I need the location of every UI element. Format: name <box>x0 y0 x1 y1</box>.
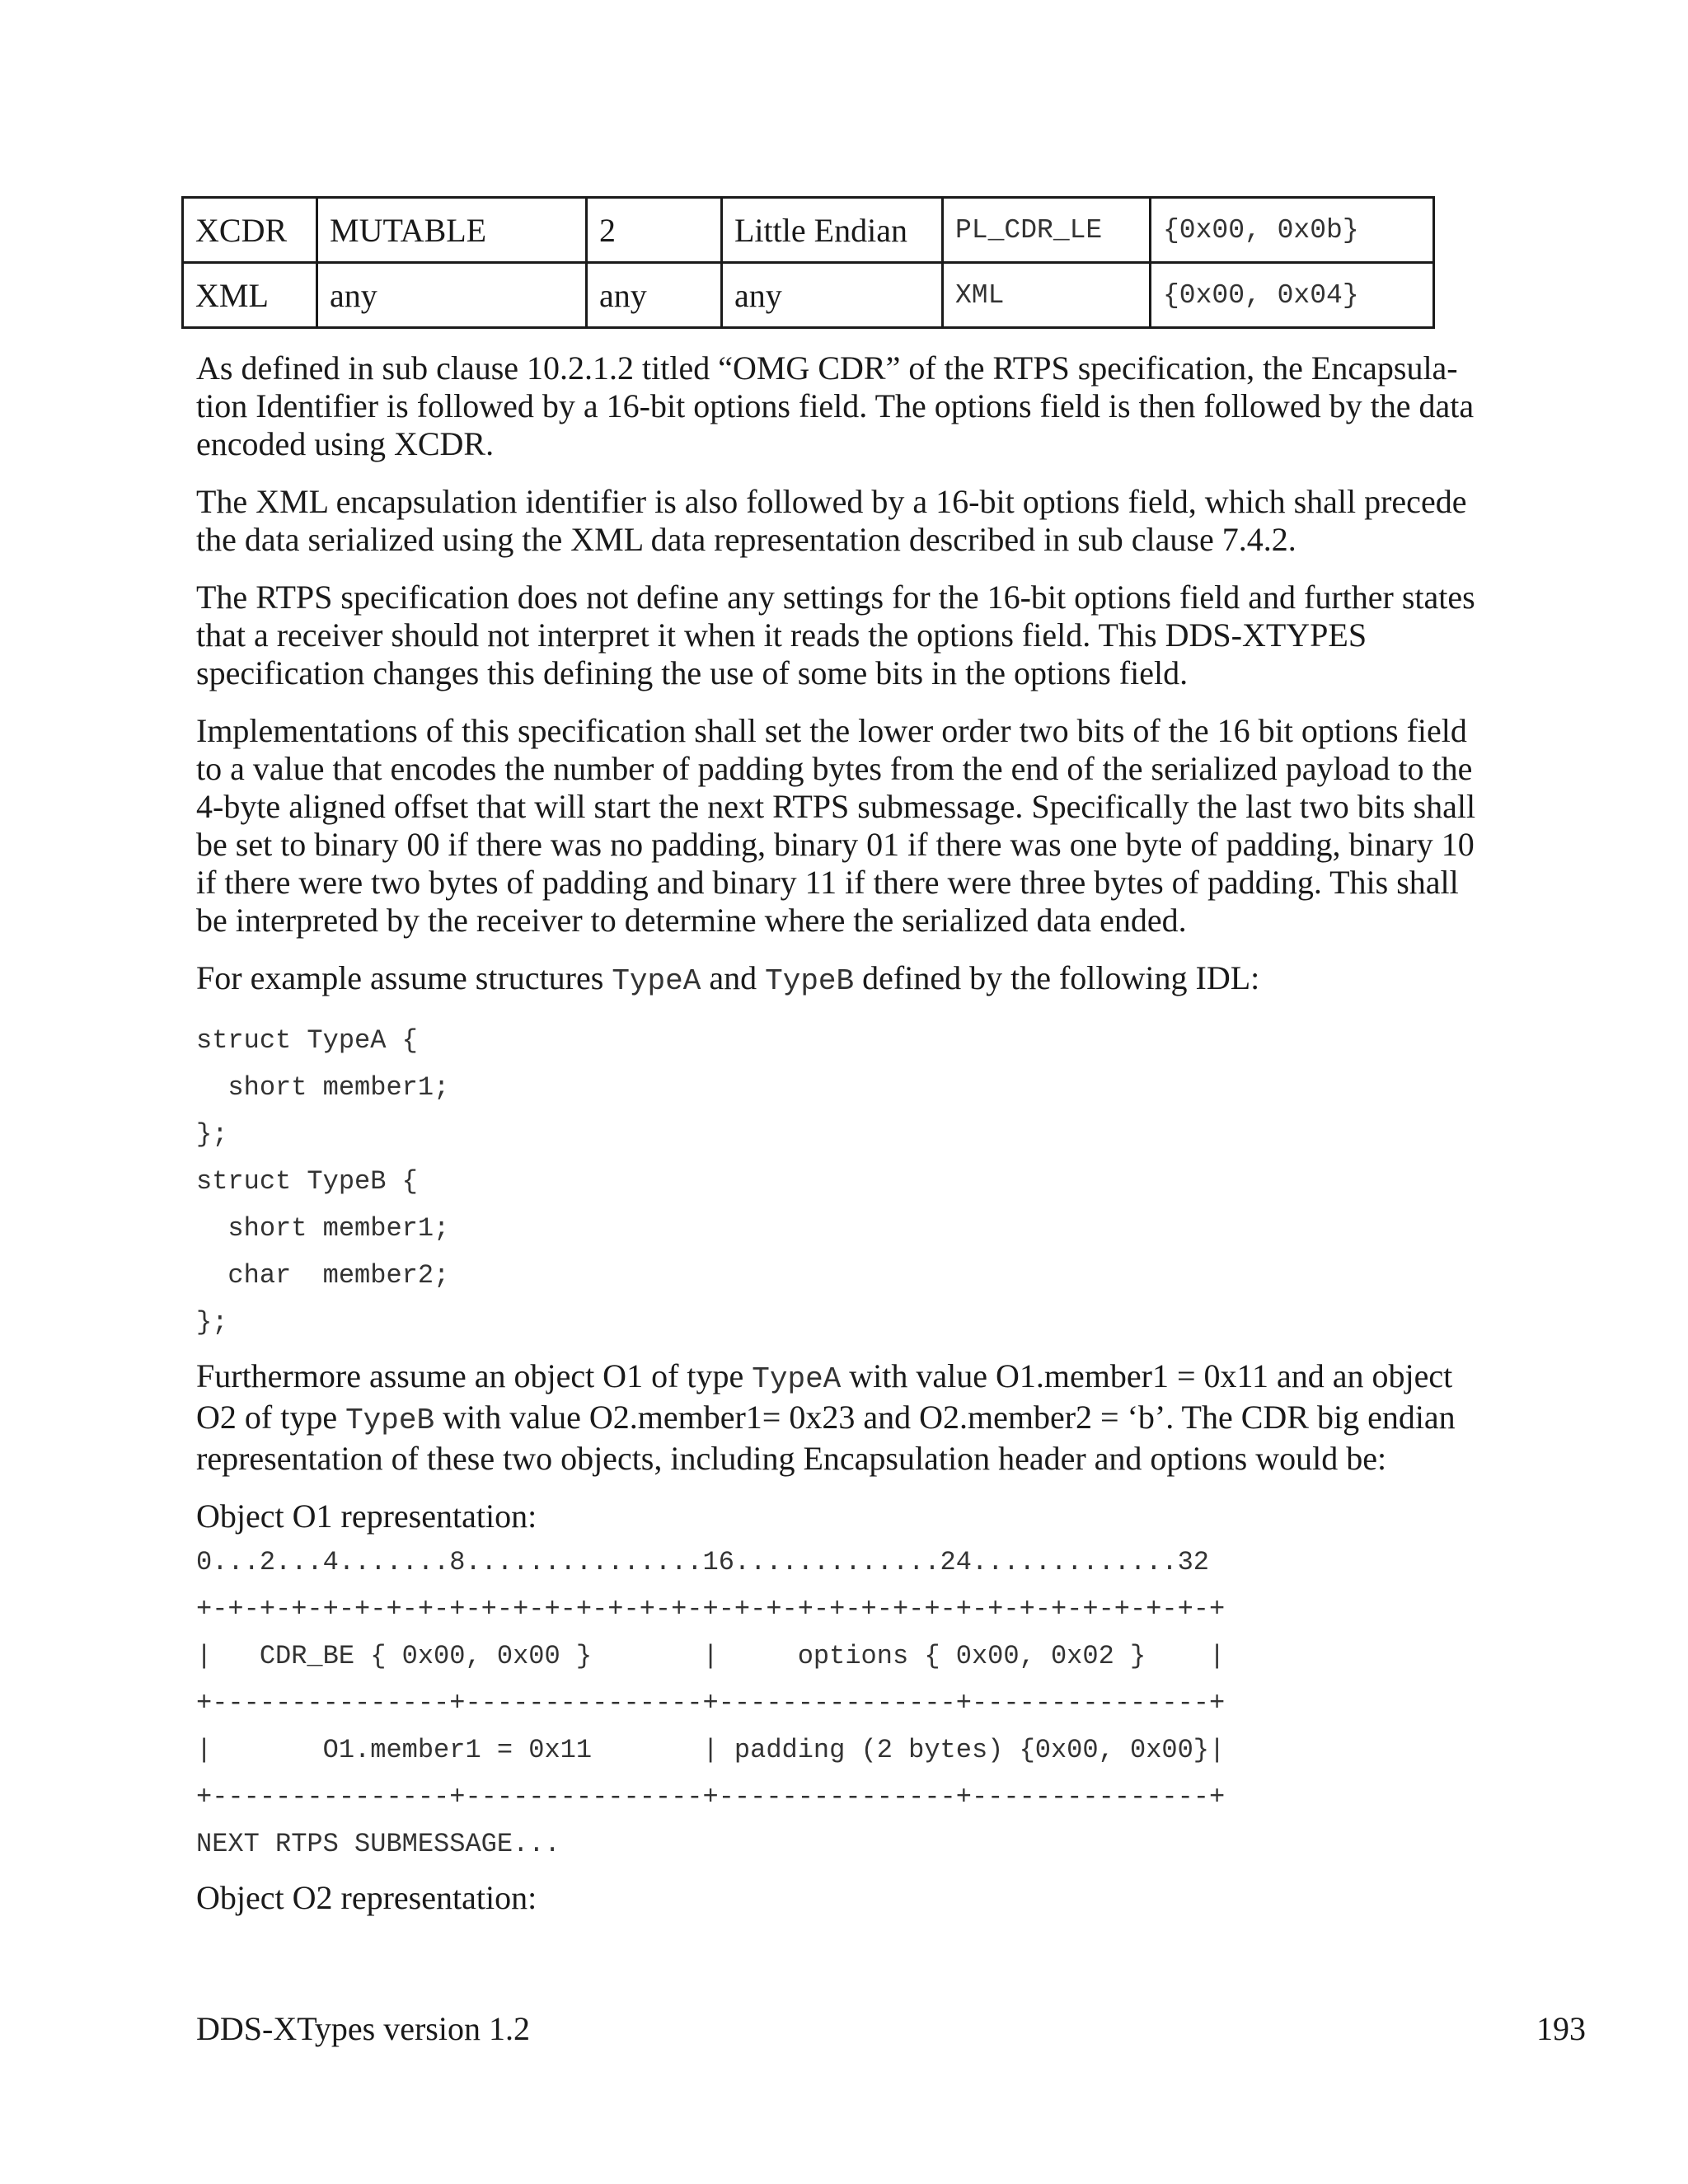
code-line: | O1.member1 = 0x11 | padding (2 bytes) {0x00, 0x00}| <box>196 1735 1226 1765</box>
code-line: struct TypeA { <box>196 1025 418 1056</box>
footer-document-title: DDS-XTypes version 1.2 <box>196 2010 530 2047</box>
idl-code-block <box>196 1017 1482 1346</box>
paragraph-options-field: The RTPS specification does not define any settings for the 16-bit options field and further states that a receiver should not interpret it when it reads the options field. This DDS-XTYPES specification changes this defining the use of some bits in the options field. <box>196 579 1475 691</box>
inline-code: TypeA <box>612 964 701 998</box>
table-cell: any <box>587 263 722 328</box>
table-cell: any <box>722 263 943 328</box>
o1-diagram-block <box>196 1539 1482 1868</box>
table-row <box>183 198 1434 263</box>
code-line: NEXT RTPS SUBMESSAGE... <box>196 1829 560 1859</box>
footer-page-number: 193 <box>1536 2010 1586 2047</box>
code-line: }; <box>196 1119 228 1150</box>
code-line: char member2; <box>196 1260 450 1291</box>
table-cell: {0x00, 0x04} <box>1151 263 1434 328</box>
code-line: +---------------+---------------+---------------+---------------+ <box>196 1782 1226 1812</box>
code-line: +---------------+---------------+---------------+---------------+ <box>196 1688 1226 1718</box>
paragraph-example-intro <box>196 959 1482 1001</box>
code-line: +-+-+-+-+-+-+-+-+-+-+-+-+-+-+-+-+-+-+-+-+-+-+-+-+-+-+-+-+-+-+-+-+ <box>196 1594 1226 1624</box>
encapsulation-table <box>181 196 1435 329</box>
table-cell: Little Endian <box>722 198 943 263</box>
code-line: short member1; <box>196 1072 450 1103</box>
text-run: with value O1.member1 = 0x11 and an object O2 of type <box>196 1357 1453 1436</box>
code-line: struct TypeB { <box>196 1166 418 1197</box>
table-cell: 2 <box>587 198 722 263</box>
heading-o2-representation: Object O2 representation: <box>196 1879 537 1916</box>
code-line: 0...2...4.......8...............16.............24.............32 <box>196 1547 1209 1577</box>
paragraph-rtps-cdr: As defined in sub clause 10.2.1.2 titled “OMG CDR” of the RTPS specification, the Encapsula-tion Identifier is followed by a 16-bit options field. The options field is then followed by the data encoded using XCDR. <box>196 349 1475 462</box>
text-run: Furthermore assume an object O1 of type <box>196 1357 753 1394</box>
paragraph-xml-encapsulation: The XML encapsulation identifier is also followed by a 16-bit options field, which shall precede the data serialized using the XML data representation described in sub clause 7.4.2. <box>196 483 1467 558</box>
table-cell: XML <box>183 263 317 328</box>
table-cell: XML <box>943 263 1151 328</box>
text-run: and <box>701 959 766 996</box>
body-text <box>196 349 1482 1937</box>
table-cell: any <box>317 263 587 328</box>
inline-code: TypeA <box>752 1362 842 1396</box>
table-cell: XCDR <box>183 198 317 263</box>
code-line: short member1; <box>196 1213 450 1244</box>
text-run: defined by the following IDL: <box>854 959 1260 996</box>
table-row <box>183 263 1434 328</box>
heading-o1-representation: Object O1 representation: <box>196 1497 537 1535</box>
paragraph-padding-bits: Implementations of this specification shall set the lower order two bits of the 16 bit options field to a value that encodes the number of padding bytes from the end of the serialized payload to the 4-byte aligned offset that will start the next RTPS submessage. Specifically the last two bits shall be set to binary 00 if there was no padding, binary 01 if there was one byte of padding, binary 10 if there were two bytes of padding and binary 11 if there were three bytes of padding. This shall be interpreted by the receiver to determine where the serialized data ended. <box>196 712 1476 939</box>
paragraph-objects <box>196 1357 1482 1478</box>
table-cell: PL_CDR_LE <box>943 198 1151 263</box>
inline-code: TypeB <box>345 1404 435 1437</box>
inline-code: TypeB <box>765 964 855 998</box>
text-run: For example assume structures <box>196 959 612 996</box>
table-cell: {0x00, 0x0b} <box>1151 198 1434 263</box>
code-line: | CDR_BE { 0x00, 0x00 } | options { 0x00, 0x02 } | <box>196 1641 1226 1671</box>
code-line: }; <box>196 1307 228 1338</box>
table-cell: MUTABLE <box>317 198 587 263</box>
text-run: with value O2.member1= 0x23 and O2.member2 = ‘b’. The CDR big endian representation of these two objects, including Encapsulation header and options would be: <box>196 1399 1456 1477</box>
